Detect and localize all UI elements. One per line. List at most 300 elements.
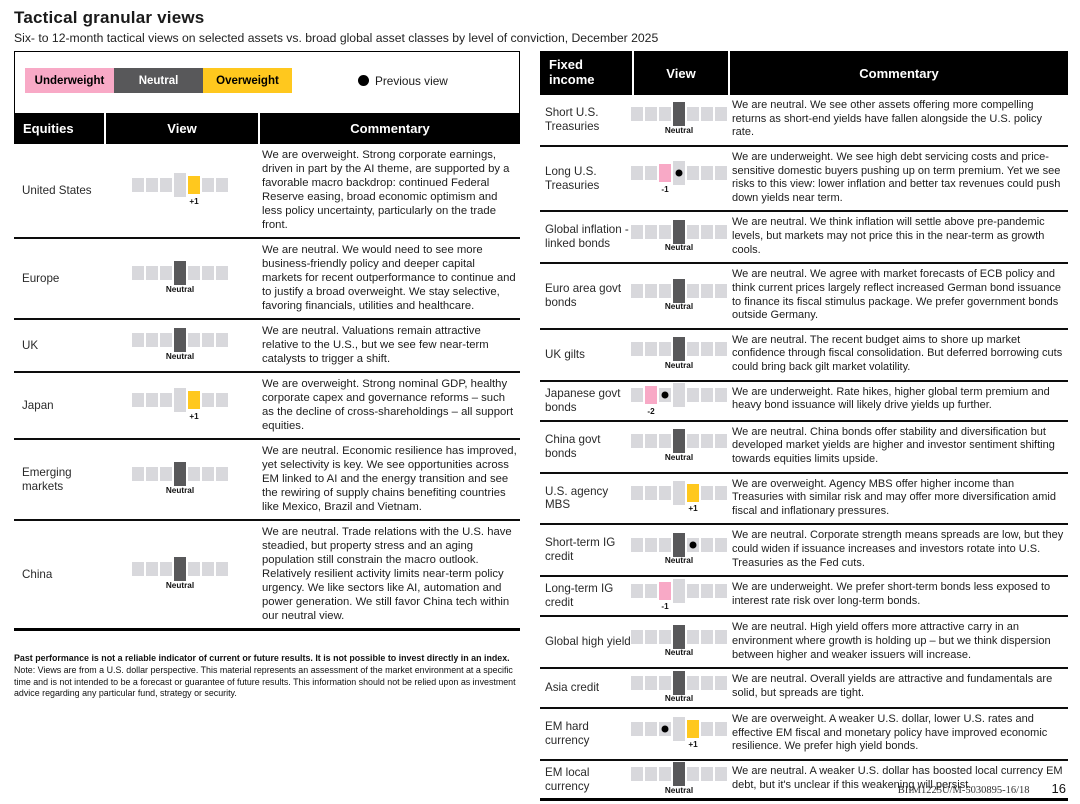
asset-label: United States xyxy=(22,183,92,197)
scale-square xyxy=(160,178,172,192)
scale-square xyxy=(715,767,727,781)
scale-center-square xyxy=(673,579,685,603)
scale-square xyxy=(146,178,158,192)
commentary-text: We are underweight. Rate hikes, higher global term premium and heavy bond issuance will likely drive yields up further. xyxy=(732,385,1050,412)
scale-center-square xyxy=(673,481,685,505)
commentary-text: We are neutral. A weaker U.S. dollar has boosted local currency EM debt, but it's unclear if this weakening will persist. xyxy=(732,765,1063,791)
commentary-text: We are overweight. Strong nominal GDP, healthy corporate capex and governance reforms – such as the decline of cross-shareholdings – all support equities. xyxy=(262,378,514,432)
scale-square xyxy=(687,767,699,781)
previous-view-dot-icon xyxy=(690,541,697,548)
view-widget xyxy=(132,173,228,209)
view-value-label: Neutral xyxy=(664,694,694,704)
page-title: Tactical granular views xyxy=(14,8,205,27)
scale-square xyxy=(701,630,713,644)
scale-square xyxy=(631,767,643,781)
table-row xyxy=(540,577,1068,617)
scale-square xyxy=(631,722,643,736)
scale-square xyxy=(715,284,727,298)
current-view-square xyxy=(673,533,685,557)
scale-square xyxy=(701,767,713,781)
scale-square xyxy=(202,266,214,280)
view-value-label: Neutral xyxy=(165,485,195,495)
view-widget xyxy=(631,480,727,516)
view-cell xyxy=(104,239,256,318)
scale-square xyxy=(645,584,657,598)
table-row xyxy=(14,144,520,239)
scale-square xyxy=(202,178,214,192)
view-cell xyxy=(632,422,726,472)
table-row xyxy=(14,373,520,440)
scale-square xyxy=(216,562,228,576)
scale-square xyxy=(216,393,228,407)
current-view-square xyxy=(659,582,671,600)
asset-label: China govt bonds xyxy=(545,432,601,460)
scale-square xyxy=(687,584,699,598)
scale-square xyxy=(701,434,713,448)
fixed-income-table-header xyxy=(540,51,1068,95)
table-row xyxy=(540,709,1068,761)
conviction-scale xyxy=(132,173,228,198)
scale-square xyxy=(659,538,671,552)
scale-square xyxy=(216,178,228,192)
scale-square xyxy=(715,107,727,121)
scale-square xyxy=(645,166,657,180)
asset-label: UK xyxy=(22,338,39,352)
commentary-text: We are neutral. We agree with market forecasts of ECB policy and think current prices largely reflect increased German bond issuance to finance its fiscal stimulus package. We prefer government bonds outside Germany. xyxy=(732,268,1061,322)
scale-square xyxy=(715,486,727,500)
scale-square xyxy=(631,342,643,356)
view-value-label: Neutral xyxy=(664,360,694,370)
current-view-square xyxy=(673,762,685,786)
fixed-income-table-body xyxy=(540,95,1068,801)
conviction-scale xyxy=(631,337,727,362)
previous-view-label: Previous view xyxy=(375,73,448,88)
current-view-square xyxy=(687,720,699,738)
view-cell xyxy=(632,330,726,380)
scale-center-square xyxy=(174,173,186,197)
scale-square xyxy=(687,434,699,448)
scale-square xyxy=(216,467,228,481)
legend-chips xyxy=(25,68,292,93)
scale-square xyxy=(202,393,214,407)
page-footer xyxy=(898,781,1066,796)
scale-square xyxy=(687,107,699,121)
view-cell xyxy=(104,521,256,628)
current-view-square xyxy=(659,164,671,182)
header-asset: Fixed income xyxy=(540,51,632,95)
legend-neutral: Neutral xyxy=(114,68,203,93)
scale-square xyxy=(146,266,158,280)
conviction-scale xyxy=(631,278,727,303)
view-widget xyxy=(132,462,228,498)
scale-square xyxy=(659,107,671,121)
view-value-label: +1 xyxy=(189,196,199,206)
scale-square xyxy=(631,225,643,239)
scale-square xyxy=(687,166,699,180)
scale-square xyxy=(160,393,172,407)
previous-view-dot-icon xyxy=(358,75,369,86)
scale-square xyxy=(659,676,671,690)
scale-square xyxy=(687,225,699,239)
view-widget xyxy=(631,429,727,465)
disclaimer-rest: Note: Views are from a U.S. dollar perspective. This material represents an assessment of the market environment at a specific time and is not intended to be a forecast or guarantee of future results. This information should not be relied upon as investment advice regarding any particular fund, strategy or security. xyxy=(14,664,516,699)
view-cell xyxy=(104,440,256,519)
commentary-text: We are neutral. High yield offers more attractive carry in an environment where growth is holding up – but we think dispersion between higher and weaker issuers will increase. xyxy=(732,621,1051,661)
scale-square xyxy=(715,722,727,736)
current-view-square xyxy=(687,484,699,502)
header-view: View xyxy=(106,113,258,144)
view-cell xyxy=(632,212,726,262)
commentary-text: We are neutral. We think inflation will settle above pre-pandemic levels, but markets may not price this in the near-term as growth cools. xyxy=(732,216,1045,256)
scale-square xyxy=(645,284,657,298)
commentary-text: We are overweight. Strong corporate earnings, driven in part by the AI theme, are supported by a favorable macro backdrop: continued Federal Reserve easing, broad economic optimism and less policy uncertainty, particularly on the trade front. xyxy=(262,149,510,231)
view-cell xyxy=(632,147,726,211)
scale-square xyxy=(645,630,657,644)
scale-square xyxy=(132,333,144,347)
view-widget xyxy=(631,278,727,314)
asset-label: Asia credit xyxy=(545,681,600,695)
scale-square xyxy=(687,388,699,402)
view-cell xyxy=(632,264,726,328)
conviction-scale xyxy=(631,762,727,787)
conviction-scale xyxy=(132,462,228,487)
scale-square xyxy=(659,767,671,781)
table-row xyxy=(540,474,1068,526)
commentary-text: We are neutral. Economic resilience has improved, yet selectivity is key. We see opportunities across EM linked to AI and the energy transition and see the rewiring of supply chains benefiting countries like Mexico, Brazil and Vietnam. xyxy=(262,445,517,513)
current-view-square xyxy=(673,279,685,303)
conviction-scale xyxy=(631,624,727,649)
scale-square xyxy=(715,676,727,690)
scale-square xyxy=(701,486,713,500)
view-value-label: Neutral xyxy=(664,243,694,253)
asset-label: UK gilts xyxy=(545,347,585,361)
previous-view-dot-icon xyxy=(662,392,669,399)
scale-square xyxy=(132,562,144,576)
current-view-square xyxy=(174,462,186,486)
table-row xyxy=(540,212,1068,264)
conviction-scale xyxy=(631,532,727,557)
view-value-label: -2 xyxy=(647,406,655,416)
fixed-income-column xyxy=(540,51,1068,801)
view-cell xyxy=(104,373,256,438)
view-cell xyxy=(632,525,726,575)
scale-square xyxy=(216,333,228,347)
scale-square xyxy=(202,467,214,481)
scale-square xyxy=(631,630,643,644)
scale-square xyxy=(132,467,144,481)
equities-table-body xyxy=(14,144,520,631)
table-row xyxy=(540,95,1068,147)
scale-square xyxy=(188,266,200,280)
commentary-text: We are overweight. Agency MBS offer higher income than Treasuries with similar risk and may offer more diversification amid fiscal and inflationary pressures. xyxy=(732,477,1056,517)
scale-square xyxy=(701,166,713,180)
view-widget xyxy=(631,532,727,568)
conviction-scale xyxy=(631,480,727,505)
view-value-label: Neutral xyxy=(664,648,694,658)
disclaimer xyxy=(14,653,516,700)
scale-square xyxy=(146,562,158,576)
scale-square xyxy=(132,178,144,192)
asset-label: Global high yield xyxy=(545,635,631,649)
scale-square xyxy=(146,393,158,407)
conviction-scale xyxy=(132,261,228,286)
legend-underweight: Underweight xyxy=(25,68,114,93)
table-row xyxy=(540,264,1068,330)
table-row xyxy=(540,525,1068,577)
current-view-square xyxy=(174,328,186,352)
view-cell xyxy=(632,577,726,615)
conviction-scale xyxy=(132,388,228,413)
view-cell xyxy=(632,617,726,667)
view-widget xyxy=(631,670,727,706)
scale-square xyxy=(132,266,144,280)
scale-square xyxy=(146,467,158,481)
view-value-label: Neutral xyxy=(664,785,694,795)
scale-square xyxy=(645,486,657,500)
view-value-label: Neutral xyxy=(664,302,694,311)
scale-square xyxy=(715,538,727,552)
scale-square xyxy=(715,434,727,448)
commentary-text: We are neutral. Overall yields are attractive and fundamentals are solid, but spreads are tight. xyxy=(732,673,1053,699)
view-value-label: Neutral xyxy=(664,125,694,135)
table-row xyxy=(540,617,1068,669)
current-view-square xyxy=(645,386,657,404)
asset-label: U.S. agency MBS xyxy=(545,484,609,512)
asset-label: Long-term IG credit xyxy=(545,582,614,610)
conviction-scale xyxy=(631,102,727,127)
scale-square xyxy=(715,225,727,239)
page-number: 16 xyxy=(1051,781,1066,796)
view-widget xyxy=(631,219,727,255)
view-widget xyxy=(631,383,727,419)
current-view-square xyxy=(174,557,186,581)
scale-center-square xyxy=(673,717,685,741)
conviction-scale xyxy=(631,429,727,454)
conviction-scale xyxy=(132,328,228,353)
scale-square xyxy=(645,342,657,356)
asset-label: Japanese govt bonds xyxy=(545,386,621,414)
commentary-text: We are underweight. We see high debt servicing costs and price-sensitive domestic buyers pushing up on term premium. Yet we see risks to this view: lower inflation and better tax revenues could push down yields near term. xyxy=(732,150,1061,204)
scale-square xyxy=(687,676,699,690)
scale-square xyxy=(132,393,144,407)
scale-square xyxy=(645,538,657,552)
page-subtitle: Six- to 12-month tactical views on selected assets vs. broad global asset classes by level of conviction, December 2025 xyxy=(14,31,659,45)
equities-column xyxy=(14,51,520,700)
header-commentary: Commentary xyxy=(260,113,520,144)
scale-square xyxy=(659,342,671,356)
scale-square xyxy=(631,486,643,500)
view-cell xyxy=(632,709,726,759)
table-row xyxy=(540,669,1068,709)
view-value-label: -1 xyxy=(661,602,669,612)
view-value-label: +1 xyxy=(189,411,199,421)
scale-square xyxy=(687,284,699,298)
previous-view-dot-icon xyxy=(662,725,669,732)
asset-label: Japan xyxy=(22,398,54,412)
scale-square xyxy=(659,486,671,500)
scale-square xyxy=(701,284,713,298)
table-row xyxy=(540,330,1068,382)
conviction-scale xyxy=(631,578,727,603)
current-view-square xyxy=(673,429,685,453)
commentary-text: We are neutral. We would need to see more business-friendly policy and deeper capital markets for recent outperformance to continue and to justify a broad overweight. We stay selective, favoring financials, utilities and healthcare. xyxy=(262,244,516,312)
view-widget xyxy=(631,762,727,798)
scale-square xyxy=(645,107,657,121)
conviction-scale xyxy=(631,670,727,695)
scale-square xyxy=(701,676,713,690)
scale-square xyxy=(631,538,643,552)
scale-square xyxy=(645,722,657,736)
scale-square xyxy=(659,388,671,402)
view-cell xyxy=(632,474,726,524)
view-widget xyxy=(631,578,727,614)
view-widget xyxy=(631,102,727,138)
legend xyxy=(14,51,520,113)
scale-square xyxy=(701,722,713,736)
scale-square xyxy=(188,467,200,481)
scale-square xyxy=(645,434,657,448)
scale-square xyxy=(631,434,643,448)
scale-square xyxy=(146,333,158,347)
current-view-square xyxy=(188,176,200,194)
scale-square xyxy=(160,333,172,347)
scale-square xyxy=(631,584,643,598)
view-widget xyxy=(631,716,727,752)
scale-square xyxy=(631,166,643,180)
view-cell xyxy=(632,382,726,420)
view-value-label: Neutral xyxy=(664,452,694,462)
scale-square xyxy=(160,562,172,576)
scale-square xyxy=(631,107,643,121)
view-value-label: +1 xyxy=(688,740,698,750)
view-cell xyxy=(104,144,256,237)
view-widget xyxy=(132,388,228,424)
scale-square xyxy=(715,388,727,402)
scale-square xyxy=(659,284,671,298)
current-view-square xyxy=(673,625,685,649)
table-row xyxy=(14,320,520,373)
scale-square xyxy=(701,388,713,402)
current-view-square xyxy=(673,671,685,695)
view-widget xyxy=(132,557,228,593)
scale-square xyxy=(216,266,228,280)
asset-label: Short U.S. Treasuries xyxy=(545,106,600,133)
scale-square xyxy=(659,630,671,644)
scale-square xyxy=(160,467,172,481)
scale-square xyxy=(659,225,671,239)
legend-previous-view xyxy=(358,74,448,88)
table-row xyxy=(14,440,520,521)
scale-square xyxy=(631,388,643,402)
view-widget xyxy=(631,624,727,660)
asset-label: Euro area govt bonds xyxy=(545,282,622,309)
table-row xyxy=(540,147,1068,213)
current-view-square xyxy=(673,337,685,361)
scale-square xyxy=(659,722,671,736)
asset-label: Emerging markets xyxy=(22,465,72,493)
current-view-square xyxy=(188,391,200,409)
scale-square xyxy=(631,676,643,690)
scale-square xyxy=(687,538,699,552)
commentary-text: We are neutral. We see other assets offering more compelling returns as short-end yields have fallen alongside the U.S. policy rate. xyxy=(732,99,1043,139)
commentary-text: We are neutral. The recent budget aims to shore up market confidence through fiscal consolidation. But deferred borrowing cuts could bring back gilt market volatility. xyxy=(732,333,1063,373)
scale-square xyxy=(645,767,657,781)
header-view: View xyxy=(634,51,728,95)
scale-square xyxy=(645,676,657,690)
conviction-scale xyxy=(132,557,228,582)
conviction-scale xyxy=(631,383,727,408)
scale-square xyxy=(701,538,713,552)
scale-square xyxy=(659,434,671,448)
scale-square xyxy=(631,284,643,298)
commentary-text: We are neutral. Trade relations with the U.S. have steadied, but property stress and an aging population still constrain the macro outlook. Relatively resilient activity limits near-term policy urgency. We like sectors like AI, automation and power generation. We still favor China tech within our neutral view. xyxy=(262,526,512,622)
view-widget xyxy=(631,337,727,373)
view-value-label: +1 xyxy=(688,504,698,514)
header-asset: Equities xyxy=(14,113,104,144)
conviction-scale xyxy=(631,161,727,186)
table-row xyxy=(540,382,1068,422)
disclaimer-bold: Past performance is not a reliable indicator of current or future results. It is not possible to invest directly in an index. xyxy=(14,653,510,663)
view-widget xyxy=(132,328,228,364)
scale-square xyxy=(188,333,200,347)
view-value-label: -1 xyxy=(661,184,669,194)
view-value-label: Neutral xyxy=(165,284,195,294)
scale-square xyxy=(701,342,713,356)
scale-center-square xyxy=(673,383,685,407)
commentary-text: We are overweight. A weaker U.S. dollar, lower U.S. rates and effective EM fiscal and monetary policy have improved economic resilience. We prefer high yield bonds. xyxy=(732,713,1048,753)
header-commentary: Commentary xyxy=(730,51,1068,95)
asset-label: Long U.S. Treasuries xyxy=(545,164,600,192)
scale-square xyxy=(645,225,657,239)
document-id: BIIM1225U/M-5030895-16/18 xyxy=(897,785,1030,796)
equities-table-header xyxy=(14,113,520,144)
scale-square xyxy=(715,630,727,644)
content-columns xyxy=(14,51,1068,801)
conviction-scale xyxy=(631,716,727,741)
conviction-scale xyxy=(631,219,727,244)
scale-center-square xyxy=(174,388,186,412)
asset-label: Short-term IG credit xyxy=(545,536,616,564)
scale-square xyxy=(687,342,699,356)
view-cell xyxy=(632,761,726,798)
table-row xyxy=(14,239,520,320)
scale-square xyxy=(715,584,727,598)
scale-square xyxy=(701,225,713,239)
asset-label: China xyxy=(22,567,53,581)
scale-square xyxy=(701,584,713,598)
commentary-text: We are underweight. We prefer short-term bonds less exposed to interest rate risk over long-term bonds. xyxy=(732,581,1051,607)
scale-square xyxy=(701,107,713,121)
current-view-square xyxy=(673,102,685,126)
previous-view-dot-icon xyxy=(676,170,683,177)
asset-label: EM local currency xyxy=(545,765,590,793)
commentary-text: We are neutral. China bonds offer stability and diversification but developed market yields are higher and investor sentiment shifting towards equities limits upside. xyxy=(732,425,1055,465)
asset-label: Global inflation - linked bonds xyxy=(545,223,629,251)
view-widget xyxy=(631,161,727,197)
scale-square xyxy=(202,333,214,347)
scale-square xyxy=(715,342,727,356)
table-row xyxy=(540,422,1068,474)
commentary-text: We are neutral. Corporate strength means spreads are low, but they could widen if issuance increases and investors rotate into U.S. Treasuries as the Fed cuts. xyxy=(732,529,1064,569)
table-row xyxy=(14,521,520,631)
asset-label: Europe xyxy=(22,271,60,285)
view-cell xyxy=(632,669,726,707)
view-value-label: Neutral xyxy=(165,351,195,361)
current-view-square xyxy=(673,220,685,244)
scale-square xyxy=(687,630,699,644)
view-cell xyxy=(632,95,726,145)
current-view-square xyxy=(174,261,186,285)
